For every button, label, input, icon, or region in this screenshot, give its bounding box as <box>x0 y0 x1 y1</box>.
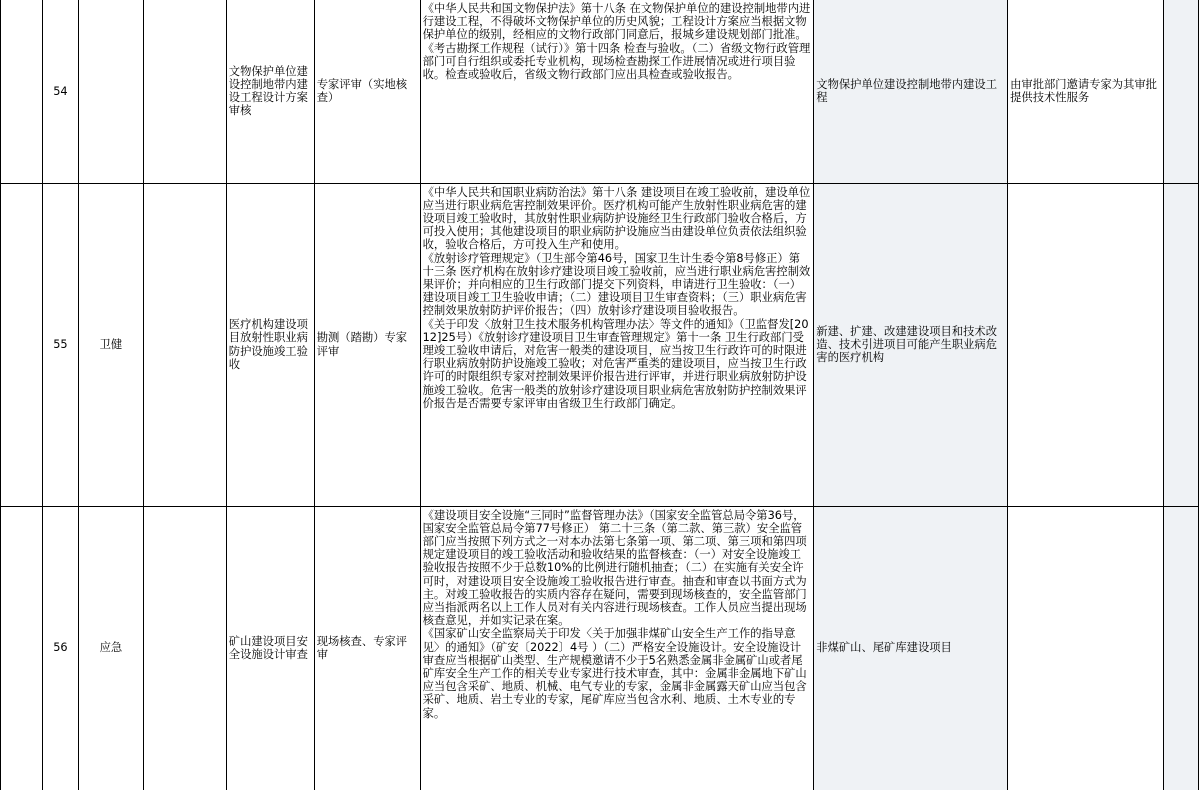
method-cell[interactable]: 现场核查、专家评审 <box>314 506 420 790</box>
item-name-cell[interactable]: 文物保护单位建设控制地带内建设工程设计方案审核 <box>226 0 314 183</box>
basis-paragraph: 《关于印发〈放射卫生技术服务机构管理办法〉等文件的通知》（卫监督发[2012]25号）《放射诊疗建设项目卫生审查管理规定》第十一条 卫生行政部门受理竣工验收申请后，对危害一般类的建设项目，应当按卫生行政许可的时限进行职业病放射防护设施竣工验收；对危害严重类的建设项目，应当按卫生行政许可的时限组织专家对控制效果评价报告进行评审，并进行职业病放射防护设施竣工验收。危害一般类的放射诊疗建设项目职业病危害放射防护控制效果评价报告是否需要专家评审由省级卫生行政部门确定。 <box>422 317 809 410</box>
row-number-cell[interactable]: 56 <box>42 506 78 790</box>
spacer-cell[interactable] <box>143 183 226 506</box>
department-cell[interactable] <box>78 0 143 183</box>
legal-basis-cell[interactable] <box>420 506 814 790</box>
note-cell[interactable] <box>1008 183 1164 506</box>
table-row[interactable] <box>1 506 1199 790</box>
note-cell[interactable]: 由审批部门邀请专家为其审批提供技术性服务 <box>1008 0 1164 183</box>
department-cell[interactable]: 卫健 <box>78 183 143 506</box>
row-number-cell[interactable]: 54 <box>42 0 78 183</box>
spacer-cell[interactable] <box>143 506 226 790</box>
basis-paragraph: 《中华人民共和国职业病防治法》第十八条 建设项目在竣工验收前，建设单位应当进行职业病危害控制效果评价。医疗机构可能产生放射性职业病危害的建设项目竣工验收时，其放射性职业病防护设施经卫生行政部门验收合格后，方可投入使用；其他建设项目的职业病防护设施应当由建设单位负责依法组织验收，验收合格后，方可投入生产和使用。 <box>422 185 811 252</box>
method-cell[interactable]: 勘测（踏勘）专家评审 <box>314 183 420 506</box>
basis-paragraph: 《放射诊疗管理规定》（卫生部令第46号，国家卫生计生委令第8号修正）第十三条 医疗机构在放射诊疗建设项目竣工验收前，应当进行职业病危害控制效果评价；并向相应的卫生行政部门提交下列资料，申请进行卫生验收：（一）建设项目竣工卫生验收申请；（二）建设项目卫生审查资料；（三）职业病危害控制效果放射防护评价报告；（四）放射诊疗建设项目验收报告。 <box>422 251 811 318</box>
table-row[interactable] <box>1 183 1199 506</box>
basis-paragraph: 《中华人民共和国文物保护法》第十八条 在文物保护单位的建设控制地带内进行建设工程，不得破坏文物保护单位的历史风貌；工程设计方案应当根据文物保护单位的级别，经相应的文物行政部门同意后，报城乡建设规划部门批准。 <box>422 2 811 42</box>
scope-cell[interactable]: 文物保护单位建设控制地带内建设工程 <box>814 0 1008 183</box>
method-cell[interactable]: 专家评审（实地核查） <box>314 0 420 183</box>
note-cell[interactable] <box>1008 506 1164 790</box>
scope-cell[interactable]: 非煤矿山、尾矿库建设项目 <box>814 506 1008 790</box>
table-row[interactable] <box>1 0 1199 183</box>
row-number-cell[interactable]: 55 <box>42 183 78 506</box>
item-name-cell[interactable]: 矿山建设项目安全设施设计审查 <box>226 506 314 790</box>
basis-paragraph: 《国家矿山安全监察局关于印发〈关于加强非煤矿山安全生产工作的指导意见〉的通知》（矿安〔2022〕4号 ）（二）严格安全设施设计。安全设施设计审查应当根据矿山类型、生产规模邀请不少于5名熟悉金属非金属矿山或者尾矿库安全生产工作的相关专业专家进行技术审查，其中：金属非金属地下矿山应当包含采矿、地质、机械、电气专业的专家，金属非金属露天矿山应当包含采矿、地质、岩土专业的专家，尾矿库应当包含水利、地质、土木专业的专家。 <box>422 627 807 720</box>
empty-cell[interactable] <box>1163 0 1198 183</box>
department-cell[interactable]: 应急 <box>78 506 143 790</box>
basis-paragraph: 《考古勘探工作规程（试行）》第十四条 检查与验收。（二）省级文物行政管理部门可自行组织或委托专业机构，现场检查勘探工作进展情况或进行项目验收。检查或验收后，省级文物行政部门应出具检查或验收报告。 <box>422 41 811 82</box>
empty-cell[interactable] <box>1163 506 1198 790</box>
scope-cell[interactable]: 新建、扩建、改建建设项目和技术改造、技术引进项目可能产生职业病危害的医疗机构 <box>814 183 1008 506</box>
legal-basis-cell[interactable] <box>420 0 814 183</box>
empty-cell[interactable] <box>1163 183 1198 506</box>
basis-paragraph: 《建设项目安全设施“三同时”监督管理办法》（国家安全监管总局令第36号，国家安全监管总局令第77号修正） 第二十三条（第二款、第三款）安全监管部门应当按照下列方式之一对本办法第七条第一项、第二项、第三项和第四项规定建设项目的竣工验收活动和验收结果的监督核查：（一）对安全设施竣工验收报告按照不少于总数10%的比例进行随机抽查；（二）在实施有关安全许可时，对建设项目安全设施竣工验收报告进行审查。抽查和审查以书面方式为主。对竣工验收报告的实质内容存在疑问，需要到现场核查的，安全监管部门应当指派两名以上工作人员对有关内容进行现场核查。工作人员应当提出现场核查意见，并如实记录在案。 <box>422 508 807 628</box>
item-name-cell[interactable]: 医疗机构建设项目放射性职业病防护设施竣工验收 <box>226 183 314 506</box>
legal-basis-cell[interactable] <box>420 183 814 506</box>
spacer-cell[interactable] <box>143 0 226 183</box>
